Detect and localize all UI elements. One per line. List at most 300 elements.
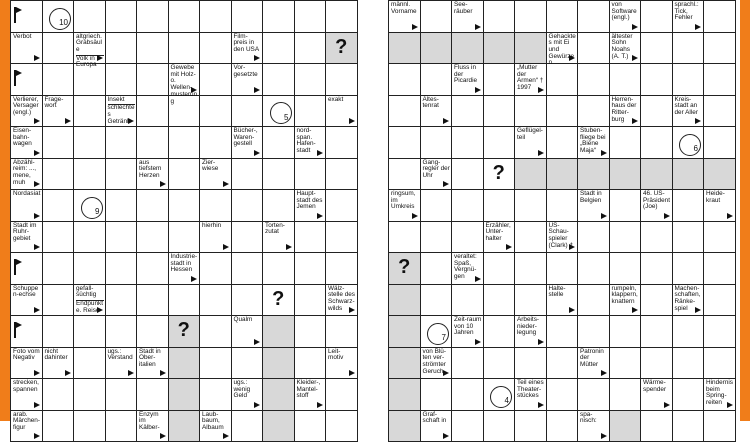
grid-cell[interactable] <box>673 316 705 348</box>
grid-cell[interactable] <box>389 33 421 65</box>
grid-cell[interactable] <box>547 316 579 348</box>
clue-text: Stuben-fliege bei „Biene Maja“ <box>580 128 608 155</box>
grid-cell[interactable] <box>169 159 201 191</box>
grid-cell[interactable] <box>389 285 421 317</box>
grid-cell[interactable] <box>137 1 169 33</box>
clue-cell <box>421 348 453 380</box>
grid-cell[interactable] <box>200 379 232 411</box>
grid-cell[interactable] <box>421 64 453 96</box>
grid-cell[interactable] <box>74 159 106 191</box>
grid-cell[interactable] <box>169 127 201 159</box>
grid-cell[interactable] <box>704 253 736 285</box>
grid-cell[interactable] <box>295 348 327 380</box>
grid-cell[interactable] <box>106 316 138 348</box>
grid-cell[interactable] <box>515 285 547 317</box>
grid-cell[interactable] <box>43 159 75 191</box>
grid-cell[interactable] <box>673 190 705 222</box>
grid-cell[interactable] <box>200 1 232 33</box>
grid-cell[interactable] <box>169 222 201 254</box>
grid-cell[interactable] <box>578 96 610 128</box>
grid-cell[interactable] <box>547 348 579 380</box>
clue-cell <box>11 159 43 191</box>
grid-cell[interactable] <box>578 285 610 317</box>
grid-cell[interactable] <box>232 96 264 128</box>
grid-cell[interactable] <box>641 253 673 285</box>
clue-cell <box>452 1 484 33</box>
grid-cell[interactable] <box>11 1 43 33</box>
clue-text: exakt <box>328 97 356 104</box>
grid-cell[interactable] <box>610 222 642 254</box>
grid-cell[interactable] <box>547 64 579 96</box>
grid-cell[interactable] <box>106 253 138 285</box>
grid-cell[interactable] <box>263 33 295 65</box>
clue-cell <box>295 379 327 411</box>
grid-cell[interactable] <box>673 411 705 442</box>
grid-cell[interactable] <box>547 96 579 128</box>
grid-cell[interactable] <box>578 222 610 254</box>
grid-cell[interactable] <box>389 127 421 159</box>
grid-cell[interactable] <box>704 127 736 159</box>
grid-cell[interactable] <box>452 190 484 222</box>
grid-cell[interactable] <box>137 379 169 411</box>
grid-cell[interactable] <box>704 159 736 191</box>
grid-cell[interactable] <box>295 411 327 442</box>
grid-cell[interactable] <box>232 253 264 285</box>
grid-cell[interactable] <box>43 379 75 411</box>
clue-text: Patronin der Mütter <box>580 349 608 369</box>
grid-cell[interactable] <box>74 379 106 411</box>
grid-cell[interactable] <box>610 411 642 442</box>
grid-cell[interactable] <box>43 285 75 317</box>
picture-clue-cell <box>484 159 516 191</box>
clue-cell <box>11 190 43 222</box>
solution-letter-cell[interactable] <box>263 96 295 128</box>
grid-cell[interactable] <box>389 379 421 411</box>
clue-cell <box>484 222 516 254</box>
clue-cell <box>200 159 232 191</box>
grid-cell[interactable] <box>137 285 169 317</box>
clue-text: Fluss in der Picardie <box>454 65 482 85</box>
grid-cell[interactable] <box>137 127 169 159</box>
clue-text: Torten-zutat <box>265 223 293 236</box>
grid-cell[interactable] <box>452 379 484 411</box>
grid-cell[interactable] <box>326 411 358 442</box>
grid-cell[interactable] <box>452 411 484 442</box>
grid-cell[interactable] <box>263 316 295 348</box>
grid-cell[interactable] <box>484 348 516 380</box>
grid-cell[interactable] <box>137 222 169 254</box>
solution-letter-cell[interactable] <box>421 316 453 348</box>
grid-cell[interactable] <box>673 33 705 65</box>
grid-cell[interactable] <box>610 253 642 285</box>
grid-cell[interactable] <box>295 285 327 317</box>
grid-cell[interactable] <box>263 253 295 285</box>
grid-cell[interactable] <box>74 411 106 442</box>
grid-cell[interactable] <box>169 33 201 65</box>
grid-cell[interactable] <box>43 222 75 254</box>
grid-cell[interactable] <box>295 159 327 191</box>
grid-cell[interactable] <box>389 64 421 96</box>
grid-cell[interactable] <box>452 285 484 317</box>
grid-cell[interactable] <box>326 253 358 285</box>
grid-cell[interactable] <box>326 316 358 348</box>
grid-cell[interactable] <box>515 159 547 191</box>
clue-cell <box>673 96 705 128</box>
clue-text: Erzähler, Unter-halter <box>486 223 514 243</box>
clue-cell <box>74 285 106 317</box>
grid-cell[interactable] <box>106 127 138 159</box>
grid-cell[interactable] <box>106 64 138 96</box>
grid-cell[interactable] <box>610 379 642 411</box>
grid-cell[interactable] <box>200 348 232 380</box>
grid-cell[interactable] <box>43 127 75 159</box>
grid-cell[interactable] <box>232 285 264 317</box>
clue-text: Zeit-raum von 10 Jahren <box>454 317 482 337</box>
grid-cell[interactable] <box>389 159 421 191</box>
grid-cell[interactable] <box>137 33 169 65</box>
grid-cell[interactable] <box>232 222 264 254</box>
grid-cell[interactable] <box>704 1 736 33</box>
solution-number: 5 <box>284 114 288 122</box>
grid-cell[interactable] <box>74 253 106 285</box>
clue-text-secondary: Volk in Europa <box>76 55 104 69</box>
grid-cell[interactable] <box>452 96 484 128</box>
solution-letter-cell[interactable] <box>74 190 106 222</box>
grid-cell[interactable] <box>547 159 579 191</box>
grid-cell[interactable] <box>515 411 547 442</box>
grid-cell[interactable] <box>74 348 106 380</box>
clue-text: Machen-schaften, Ränke-spiel <box>675 286 703 313</box>
grid-cell[interactable] <box>200 33 232 65</box>
grid-cell[interactable] <box>641 411 673 442</box>
grid-cell[interactable] <box>137 253 169 285</box>
clue-cell <box>11 411 43 442</box>
clue-cell <box>74 33 106 65</box>
grid-cell[interactable] <box>106 222 138 254</box>
grid-cell[interactable] <box>484 253 516 285</box>
clue-cell <box>106 348 138 380</box>
clue-text: US-Schau-spieler (Clark) † <box>549 223 577 250</box>
clue-text: Gang-regler der Uhr <box>423 160 451 180</box>
solution-letter-cell[interactable] <box>673 127 705 159</box>
grid-cell[interactable] <box>74 1 106 33</box>
grid-cell[interactable] <box>452 127 484 159</box>
grid-cell[interactable] <box>421 190 453 222</box>
grid-cell[interactable] <box>578 379 610 411</box>
grid-cell[interactable] <box>515 222 547 254</box>
grid-cell[interactable] <box>673 222 705 254</box>
grid-cell[interactable] <box>704 64 736 96</box>
grid-cell[interactable] <box>578 159 610 191</box>
grid-cell[interactable] <box>547 1 579 33</box>
grid-cell[interactable] <box>200 190 232 222</box>
grid-cell[interactable] <box>515 96 547 128</box>
grid-cell[interactable] <box>263 379 295 411</box>
grid-cell[interactable] <box>673 253 705 285</box>
grid-cell[interactable] <box>169 1 201 33</box>
grid-cell[interactable] <box>43 33 75 65</box>
grid-cell[interactable] <box>263 159 295 191</box>
grid-cell[interactable] <box>484 64 516 96</box>
clue-text: Haupt-stadt des Jemen <box>297 191 325 211</box>
grid-cell[interactable] <box>326 222 358 254</box>
grid-cell[interactable] <box>169 348 201 380</box>
grid-cell[interactable] <box>578 1 610 33</box>
grid-cell[interactable] <box>169 379 201 411</box>
grid-cell[interactable] <box>484 190 516 222</box>
grid-cell[interactable] <box>641 348 673 380</box>
grid-cell[interactable] <box>326 379 358 411</box>
grid-cell[interactable] <box>263 1 295 33</box>
clue-cell <box>515 379 547 411</box>
grid-cell[interactable] <box>641 127 673 159</box>
grid-cell[interactable] <box>263 127 295 159</box>
frame-left-border <box>0 0 10 421</box>
clue-text: von Blü-ten ver-strömter Geruch <box>423 349 451 376</box>
grid-cell[interactable] <box>200 96 232 128</box>
grid-cell[interactable] <box>169 96 201 128</box>
grid-cell[interactable] <box>389 411 421 442</box>
grid-cell[interactable] <box>421 379 453 411</box>
grid-cell[interactable] <box>641 33 673 65</box>
clue-cell <box>578 190 610 222</box>
clue-text: Arbeits-nieder-legung <box>517 317 545 337</box>
clue-text: Teil eines Theater-stückes <box>517 380 545 400</box>
grid-cell[interactable] <box>452 33 484 65</box>
grid-cell[interactable] <box>74 127 106 159</box>
grid-cell[interactable] <box>452 159 484 191</box>
clue-cell <box>43 348 75 380</box>
grid-cell[interactable] <box>43 64 75 96</box>
grid-cell[interactable] <box>43 253 75 285</box>
solution-letter-cell[interactable] <box>43 1 75 33</box>
grid-cell[interactable] <box>263 64 295 96</box>
clue-text: strecken, spannen <box>13 380 41 393</box>
grid-cell[interactable] <box>578 33 610 65</box>
grid-cell[interactable] <box>295 64 327 96</box>
grid-cell[interactable] <box>641 316 673 348</box>
grid-cell[interactable] <box>232 411 264 442</box>
clue-cell <box>578 411 610 442</box>
grid-cell[interactable] <box>43 411 75 442</box>
frame-center-gutter <box>362 0 388 421</box>
grid-cell[interactable] <box>74 222 106 254</box>
clue-cell <box>326 285 358 317</box>
clue-text: Eisen-bahn-wagen <box>13 128 41 148</box>
grid-cell[interactable] <box>106 190 138 222</box>
grid-cell[interactable] <box>641 159 673 191</box>
grid-cell[interactable] <box>43 316 75 348</box>
grid-cell[interactable] <box>484 96 516 128</box>
grid-cell[interactable] <box>484 1 516 33</box>
grid-cell[interactable] <box>452 348 484 380</box>
grid-cell[interactable] <box>106 379 138 411</box>
grid-cell[interactable] <box>421 253 453 285</box>
grid-cell[interactable] <box>610 127 642 159</box>
start-arrow-icon <box>14 70 16 86</box>
clue-cell <box>11 348 43 380</box>
grid-cell[interactable] <box>704 411 736 442</box>
grid-cell[interactable] <box>232 1 264 33</box>
grid-cell[interactable] <box>484 285 516 317</box>
grid-cell[interactable] <box>263 411 295 442</box>
grid-cell[interactable] <box>200 285 232 317</box>
grid-cell[interactable] <box>295 253 327 285</box>
clue-cell <box>11 285 43 317</box>
grid-cell[interactable] <box>421 285 453 317</box>
grid-cell[interactable] <box>106 33 138 65</box>
clue-cell <box>704 190 736 222</box>
grid-cell[interactable] <box>389 222 421 254</box>
grid-cell[interactable] <box>137 190 169 222</box>
clue-text: ugs.: Verstand <box>108 349 136 362</box>
grid-cell[interactable] <box>515 1 547 33</box>
clue-text: Film-preis in den USA <box>234 34 262 54</box>
grid-cell[interactable] <box>11 253 43 285</box>
grid-cell[interactable] <box>295 316 327 348</box>
grid-cell[interactable] <box>673 348 705 380</box>
grid-cell[interactable] <box>641 222 673 254</box>
grid-cell[interactable] <box>106 159 138 191</box>
grid-cell[interactable] <box>610 190 642 222</box>
solution-number: 9 <box>95 208 99 216</box>
grid-cell[interactable] <box>326 190 358 222</box>
grid-cell[interactable] <box>704 316 736 348</box>
clue-cell <box>11 222 43 254</box>
grid-cell[interactable] <box>421 1 453 33</box>
grid-cell[interactable] <box>547 253 579 285</box>
clue-cell <box>421 96 453 128</box>
clue-text: Wärme-spender <box>643 380 671 393</box>
grid-cell[interactable] <box>169 411 201 442</box>
grid-cell[interactable] <box>515 348 547 380</box>
grid-cell[interactable] <box>578 316 610 348</box>
grid-cell[interactable] <box>200 127 232 159</box>
clue-text: ringsum, im Umkreis <box>391 191 419 211</box>
grid-cell[interactable] <box>641 1 673 33</box>
clue-cell <box>673 1 705 33</box>
grid-cell[interactable] <box>421 33 453 65</box>
grid-cell[interactable] <box>515 190 547 222</box>
grid-cell[interactable] <box>389 316 421 348</box>
grid-cell[interactable] <box>200 316 232 348</box>
grid-cell[interactable] <box>547 411 579 442</box>
grid-cell[interactable] <box>106 285 138 317</box>
clue-text-secondary: schlechtes Getränk <box>108 104 136 125</box>
grid-cell[interactable] <box>295 96 327 128</box>
grid-cell[interactable] <box>169 190 201 222</box>
grid-cell[interactable] <box>610 348 642 380</box>
grid-cell[interactable] <box>326 159 358 191</box>
grid-cell[interactable] <box>137 316 169 348</box>
grid-cell[interactable] <box>610 159 642 191</box>
grid-cell[interactable] <box>43 190 75 222</box>
grid-cell[interactable] <box>484 411 516 442</box>
grid-cell[interactable] <box>11 316 43 348</box>
grid-cell[interactable] <box>673 64 705 96</box>
grid-cell[interactable] <box>137 64 169 96</box>
grid-cell[interactable] <box>74 96 106 128</box>
grid-cell[interactable] <box>263 348 295 380</box>
clue-text: Vor-gesetzte <box>234 65 262 78</box>
picture-clue-cell <box>169 316 201 348</box>
grid-cell[interactable] <box>704 348 736 380</box>
grid-cell[interactable] <box>106 1 138 33</box>
grid-cell[interactable] <box>704 222 736 254</box>
grid-cell[interactable] <box>704 96 736 128</box>
grid-cell[interactable] <box>232 190 264 222</box>
grid-cell[interactable] <box>704 33 736 65</box>
grid-cell[interactable] <box>295 1 327 33</box>
grid-cell[interactable] <box>232 159 264 191</box>
grid-cell[interactable] <box>232 348 264 380</box>
clue-cell <box>578 348 610 380</box>
grid-cell[interactable] <box>169 285 201 317</box>
clue-cell <box>547 222 579 254</box>
grid-cell[interactable] <box>515 253 547 285</box>
grid-cell[interactable] <box>263 190 295 222</box>
grid-cell[interactable] <box>641 285 673 317</box>
grid-cell[interactable] <box>74 316 106 348</box>
grid-cell[interactable] <box>673 159 705 191</box>
grid-cell[interactable] <box>326 64 358 96</box>
grid-cell[interactable] <box>389 348 421 380</box>
grid-cell[interactable] <box>200 253 232 285</box>
clue-text: ältester Sohn Noahs (A. T.) <box>612 34 640 61</box>
grid-cell[interactable] <box>421 222 453 254</box>
grid-cell[interactable] <box>704 285 736 317</box>
grid-cell[interactable] <box>106 411 138 442</box>
grid-cell[interactable] <box>484 316 516 348</box>
clue-cell <box>263 222 295 254</box>
grid-cell[interactable] <box>74 64 106 96</box>
grid-cell[interactable] <box>389 96 421 128</box>
grid-cell[interactable] <box>547 379 579 411</box>
clue-cell <box>610 33 642 65</box>
grid-cell[interactable] <box>547 127 579 159</box>
clue-text: veraltet: Spaß, Vergnü-gen <box>454 254 482 281</box>
grid-cell[interactable] <box>200 64 232 96</box>
clue-text: Laub-baum, Albaum <box>202 412 230 432</box>
grid-cell[interactable] <box>137 96 169 128</box>
grid-cell[interactable] <box>326 1 358 33</box>
grid-cell[interactable] <box>578 64 610 96</box>
clue-cell <box>169 64 201 96</box>
grid-cell[interactable] <box>295 222 327 254</box>
grid-cell[interactable] <box>547 190 579 222</box>
grid-cell[interactable] <box>515 33 547 65</box>
grid-cell[interactable] <box>326 127 358 159</box>
grid-cell[interactable] <box>295 33 327 65</box>
grid-cell[interactable] <box>641 96 673 128</box>
clue-text: Verbot <box>13 34 41 41</box>
clue-cell <box>452 64 484 96</box>
grid-cell[interactable] <box>610 316 642 348</box>
grid-cell[interactable] <box>610 64 642 96</box>
grid-cell[interactable] <box>421 127 453 159</box>
solution-letter-cell[interactable] <box>484 379 516 411</box>
clue-cell <box>452 316 484 348</box>
grid-cell[interactable] <box>641 64 673 96</box>
grid-cell[interactable] <box>484 33 516 65</box>
grid-cell[interactable] <box>673 379 705 411</box>
grid-cell[interactable] <box>484 127 516 159</box>
clue-text: Industrie-stadt in Hessen <box>171 254 199 274</box>
clue-text: Gehacktes mit Ei und Gewürzen <box>549 34 577 68</box>
grid-cell[interactable] <box>452 222 484 254</box>
grid-cell[interactable] <box>11 64 43 96</box>
grid-cell[interactable] <box>578 253 610 285</box>
